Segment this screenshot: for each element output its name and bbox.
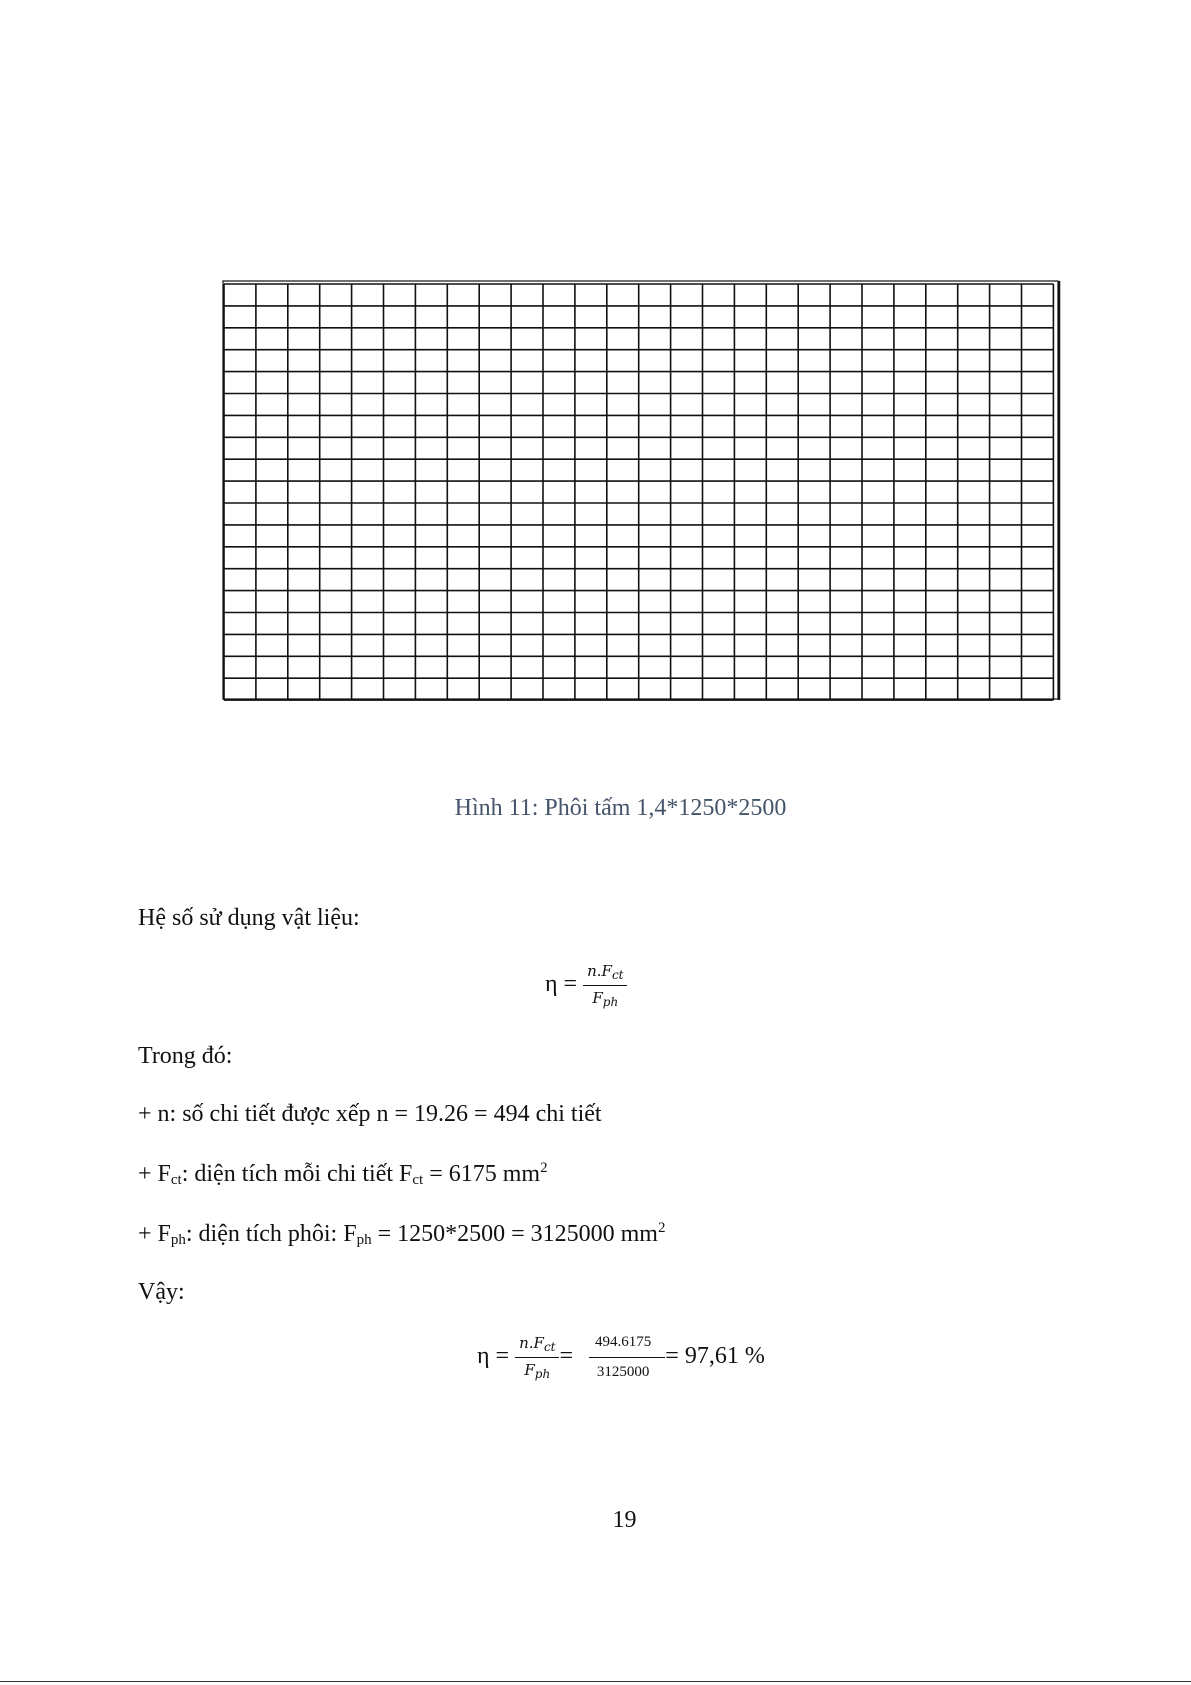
nesting-grid-figure: [222, 280, 1061, 701]
eta-symbol: η =: [545, 971, 578, 998]
formula-efficiency: [545, 962, 627, 1009]
page-number: 19: [612, 1507, 637, 1533]
item-fph: + $F_{ph}$: diện tích phôi: $F_{ph} = 1250*2500 = 3125000$ $mm^2$: [138, 1220, 666, 1248]
sheet-outline: [223, 281, 1058, 699]
figure-caption: Hình 11: Phôi tấm 1,4*1250*2500: [454, 795, 787, 821]
eta-symbol-2: η =: [477, 1343, 510, 1370]
where-label: Trong đó:: [138, 1043, 233, 1069]
equals-sign: =: [559, 1343, 574, 1370]
calc-denominator: 3125000: [596, 1364, 650, 1380]
formula-fraction: [583, 962, 627, 1009]
formula-numerator: $n.F_{ct}$: [583, 962, 627, 986]
calc-numerator: 494.6175: [589, 1334, 665, 1358]
calc-fraction: [589, 1334, 665, 1381]
therefore-label: Vậy:: [138, 1279, 185, 1305]
item-n: + n: số chi tiết được xếp n = 19.26 = 494 chi tiết: [138, 1101, 602, 1127]
item-fct: + $F_{ct}$: diện tích mỗi chi tiết $F_{ct} = 6175$ $mm^2$: [138, 1160, 548, 1188]
formula-denominator-2: $F_{ph}$: [524, 1361, 551, 1381]
formula-result: [477, 1334, 765, 1381]
formula-denominator: $F_{ph}$: [592, 989, 619, 1009]
formula-fraction-2: [515, 1334, 559, 1381]
intro-text: Hệ số sử dụng vật liệu:: [138, 905, 360, 931]
footer-rule: [0, 1681, 1191, 1682]
formula-numerator-2: $n.F_{ct}$: [515, 1334, 559, 1358]
result-value: = 97,61 %: [665, 1343, 765, 1370]
